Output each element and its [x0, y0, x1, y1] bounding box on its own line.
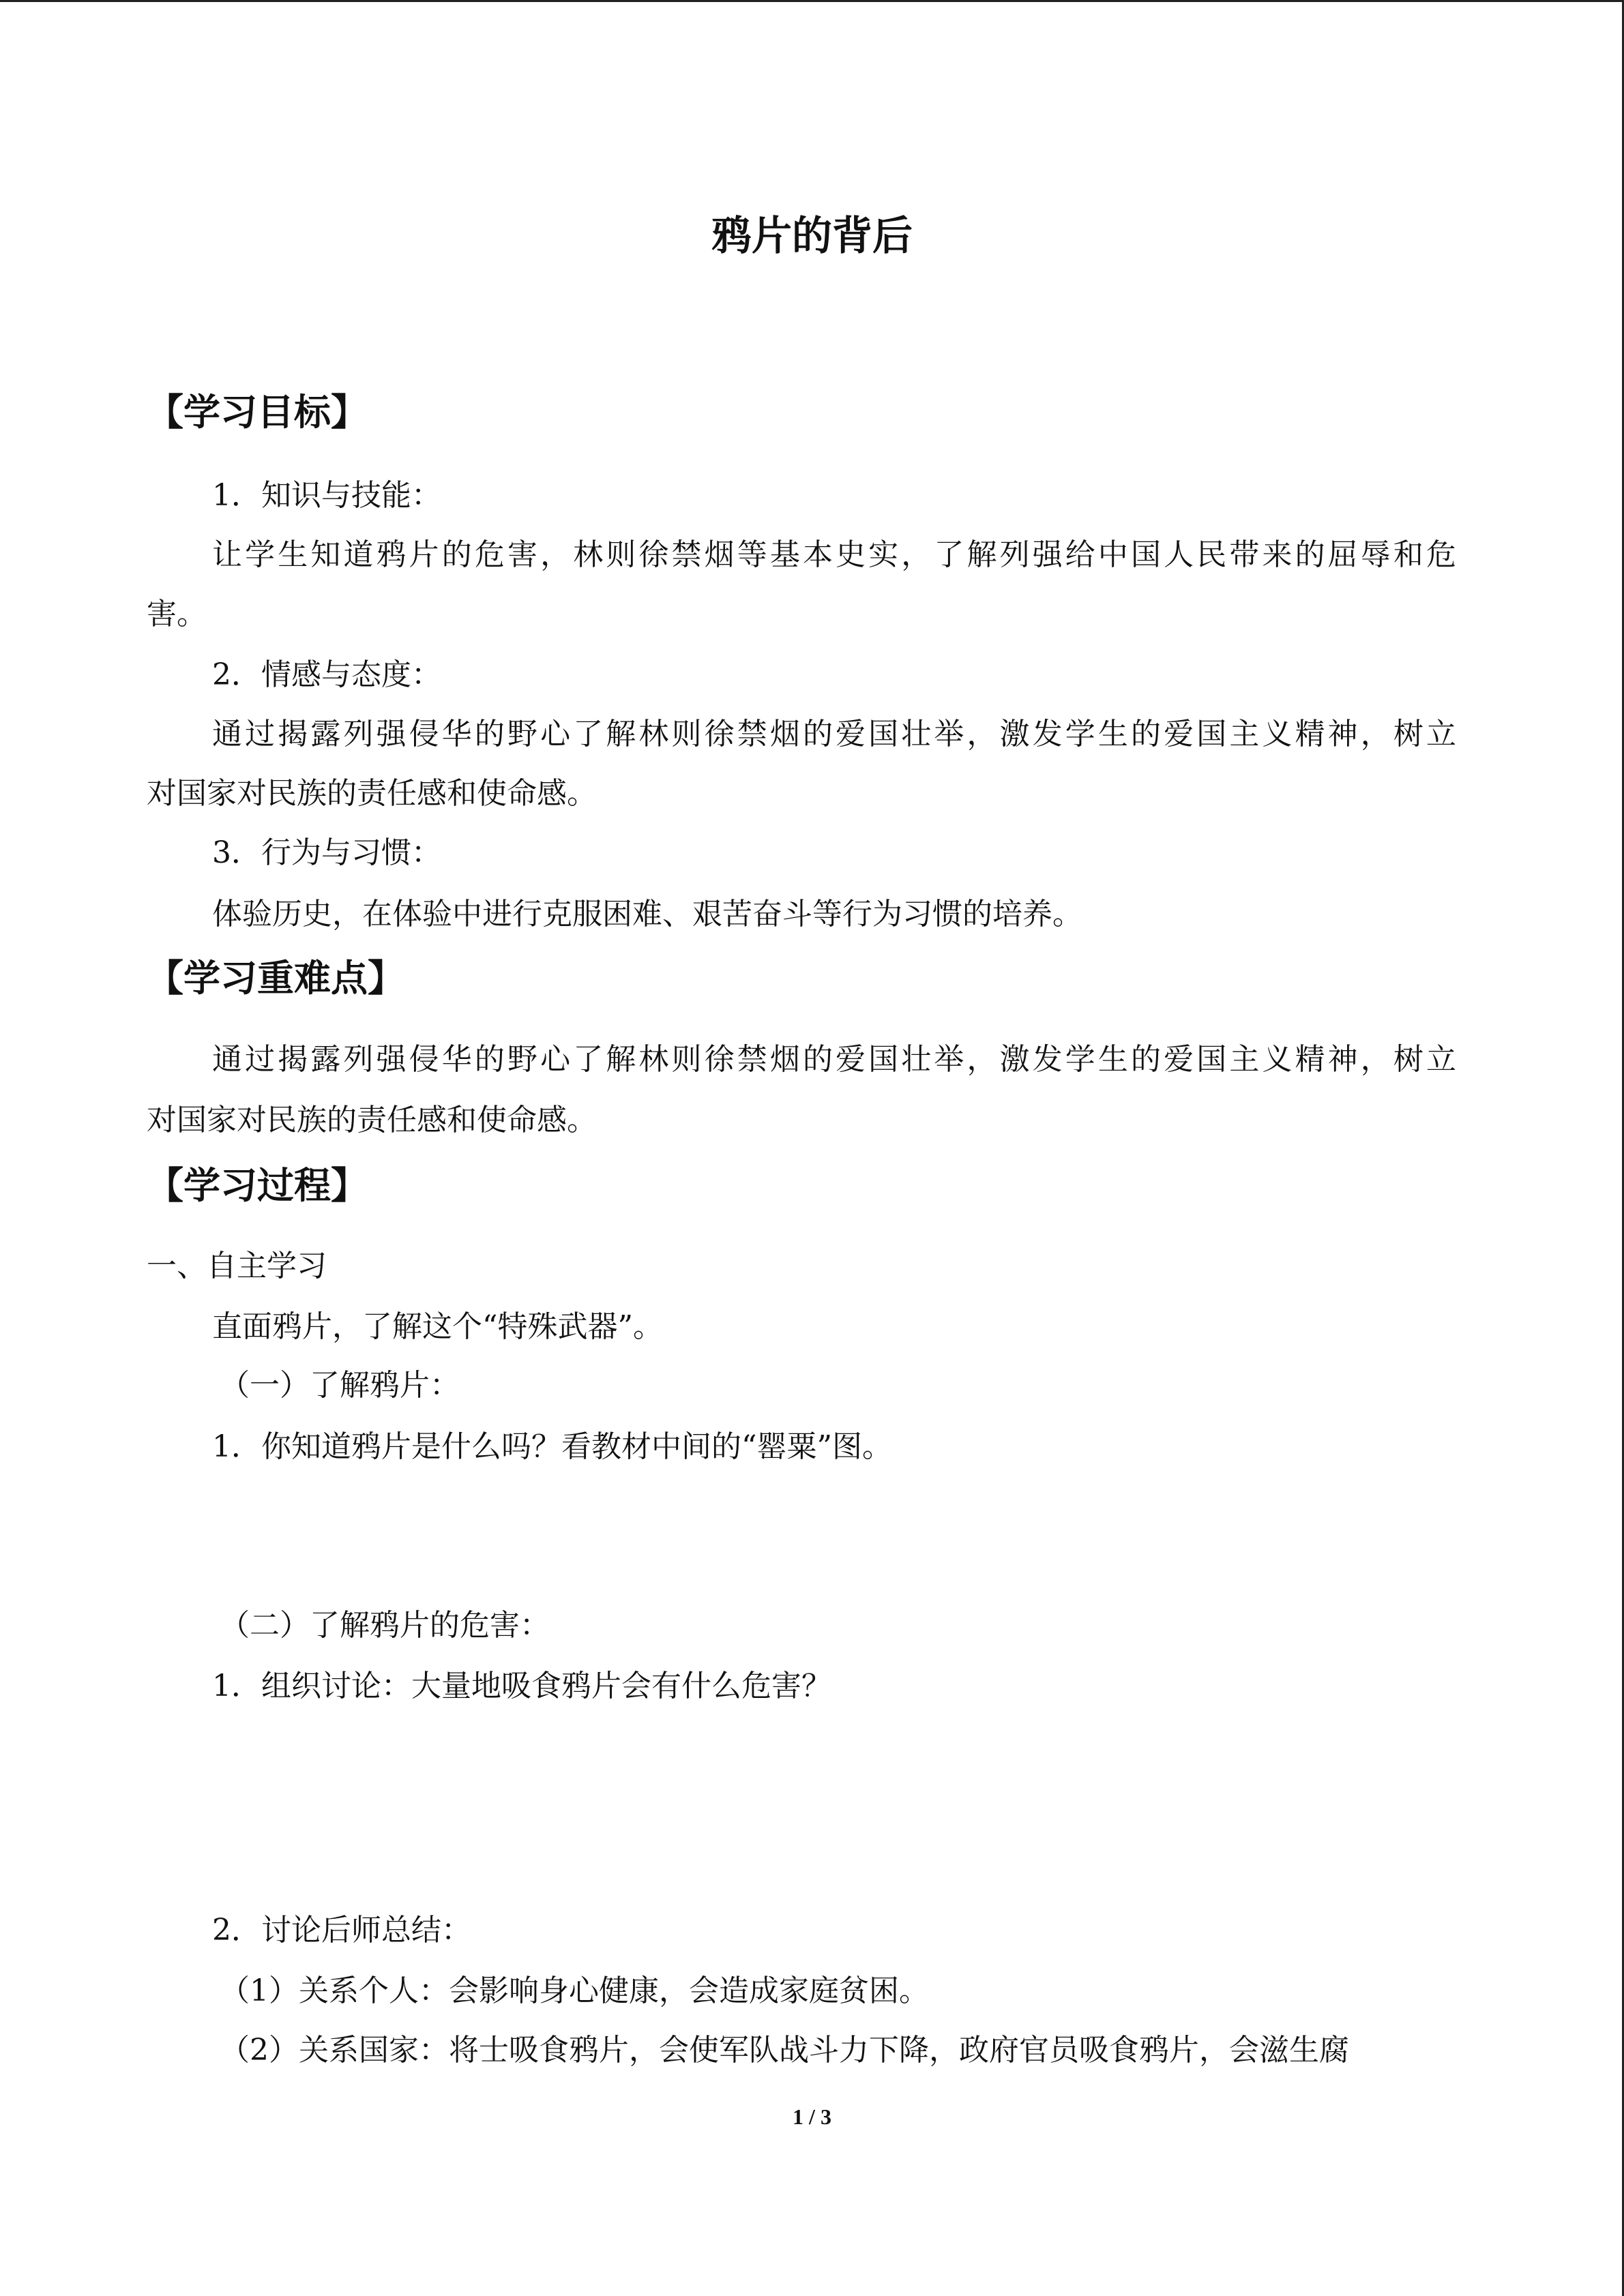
objective-2-text-line2: 对国家对民族的责任感和使命感。: [147, 776, 597, 811]
key-points-text-line2: 对国家对民族的责任感和使命感。: [147, 1103, 597, 1137]
process-intro: 直面鸦片，了解这个“特殊武器”。: [212, 1309, 663, 1344]
process-sub2-point1: （1）关系个人：会影响身心健康，会造成家庭贫困。: [220, 1973, 929, 2008]
document-title: 鸦片的背后: [711, 212, 913, 259]
process-sub2-question1: 1．组织讨论：大量地吸食鸦片会有什么危害？: [212, 1669, 831, 1703]
process-sub2-point2: （2）关系国家：将士吸食鸦片，会使军队战斗力下降，政府官员吸食鸦片，会滋生腐: [220, 2033, 1349, 2068]
section-heading-process: 【学习过程】: [147, 1164, 368, 1207]
objective-1-text-line1: 让学生知道鸦片的危害，林则徐禁烟等基本史实，了解列强给中国人民带来的屈辱和危: [212, 537, 1456, 572]
process-part1-title: 一、自主学习: [147, 1249, 327, 1283]
objective-1-text-line2: 害。: [147, 597, 207, 631]
section-heading-objectives: 【学习目标】: [147, 391, 368, 434]
process-sub2-question2: 2．讨论后师总结：: [212, 1913, 471, 1948]
objective-2-text-line1: 通过揭露列强侵华的野心了解林则徐禁烟的爱国壮举，激发学生的爱国主义精神，树立: [212, 717, 1456, 751]
process-sub1-question1: 1．你知道鸦片是什么吗？看教材中间的“罂粟”图。: [212, 1429, 892, 1464]
objective-3-label: 3．行为与习惯：: [212, 835, 441, 870]
page-number: 1 / 3: [793, 2104, 831, 2129]
page-border-top: [0, 0, 1624, 2]
key-points-text-line1: 通过揭露列强侵华的野心了解林则徐禁烟的爱国壮举，激发学生的爱国主义精神，树立: [212, 1042, 1456, 1077]
process-sub2-title: （二）了解鸦片的危害：: [220, 1608, 550, 1643]
section-heading-key-points: 【学习重难点】: [147, 957, 404, 1000]
objective-2-label: 2．情感与态度：: [212, 657, 441, 692]
objective-1-label: 1．知识与技能：: [212, 478, 441, 513]
objective-3-text: 体验历史，在体验中进行克服困难、艰苦奋斗等行为习惯的培养。: [212, 897, 1082, 931]
process-sub1-title: （一）了解鸦片：: [220, 1368, 460, 1403]
